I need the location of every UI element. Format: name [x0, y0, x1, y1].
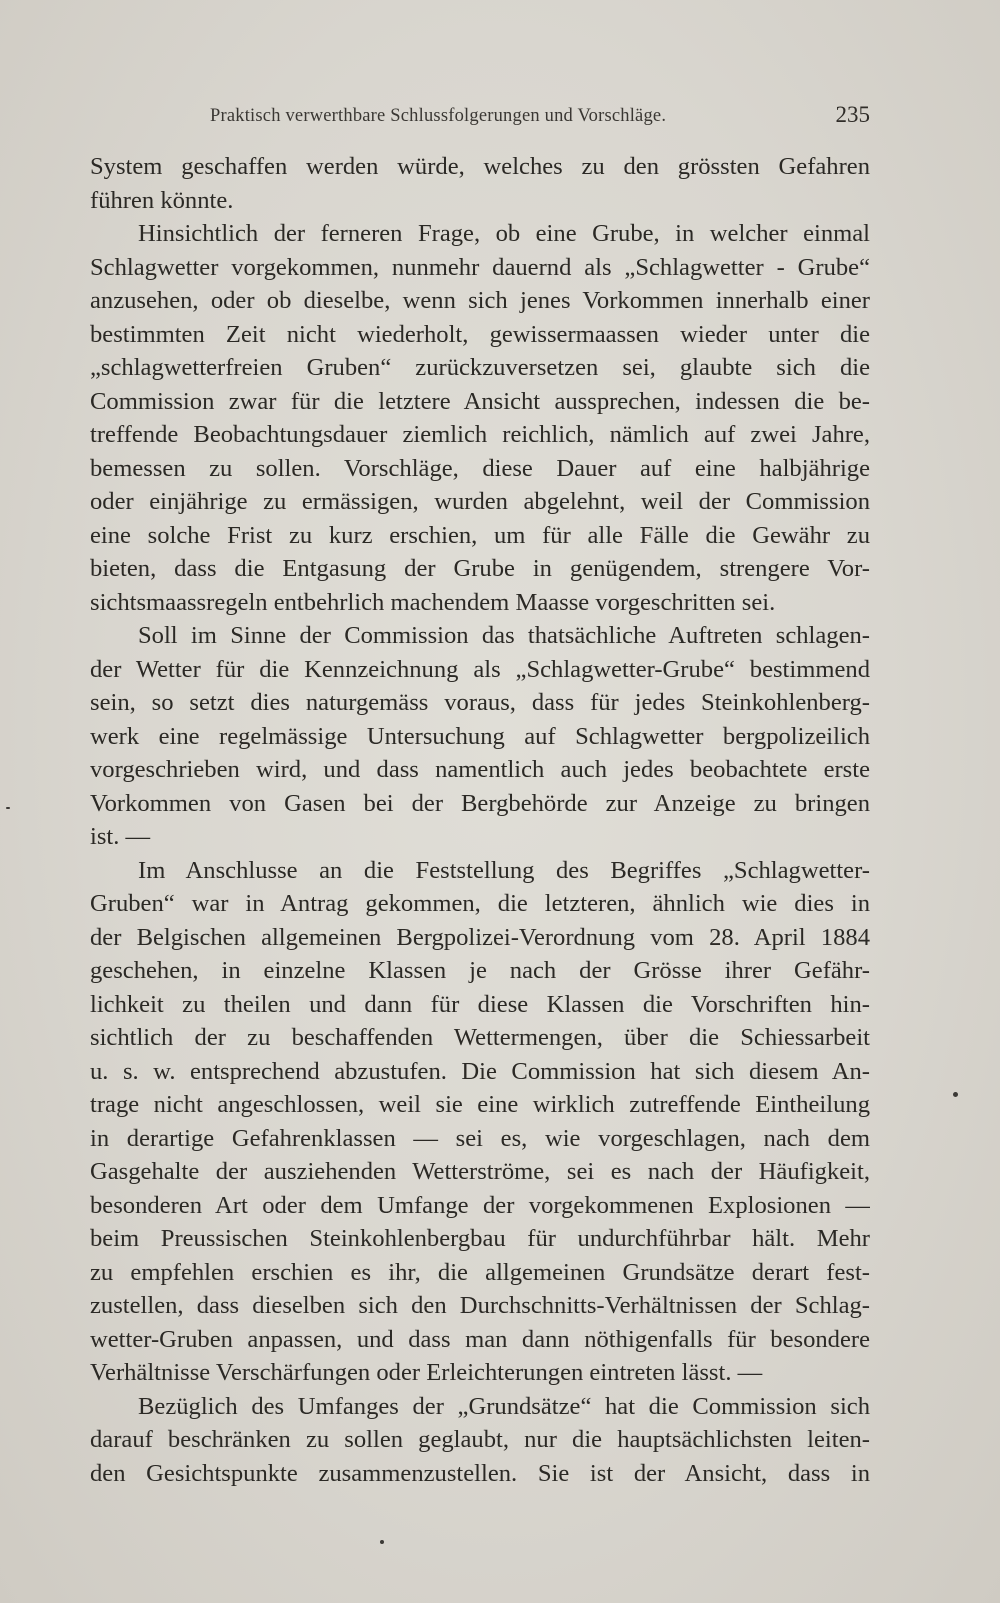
- running-header: [90, 100, 870, 136]
- text-line: wetter-Gruben anpassen, und dass man dann nöthigenfalls für besondere: [90, 1325, 870, 1353]
- text-line: vorgeschrieben wird, und dass namentlich auch jedes beobachtete erste: [90, 756, 870, 783]
- text-line: Schlagwetter vorgekommen, nunmehr dauernd als „Schlagwetter - Grube“: [90, 253, 870, 281]
- text-line: eine solche Frist zu kurz erschien, um für alle Fälle die Gewähr zu: [90, 521, 870, 549]
- text-line: beim Preussischen Steinkohlenbergbau für undurchführbar hält. Mehr: [90, 1225, 870, 1252]
- text-line: zustellen, dass dieselben sich den Durchschnitts-Verhältnissen der Schlag-: [90, 1292, 870, 1319]
- text-line: sichtsmaassregeln entbehrlich machendem Maasse vorgeschritten sei.: [90, 588, 776, 616]
- text-line: bemessen zu sollen. Vorschläge, diese Dauer auf eine halbjährige: [90, 454, 870, 482]
- text-line: werk eine regelmässige Untersuchung auf Schlagwetter bergpolizeilich: [90, 722, 870, 750]
- text-line: lichkeit zu theilen und dann für diese Klassen die Vorschriften hin-: [90, 990, 870, 1018]
- text-line: der Belgischen allgemeinen Bergpolizei-Verordnung vom 28. April 1884: [90, 923, 870, 951]
- text-line: trage nicht angeschlossen, weil sie eine wirklich zutreffende Eintheilung: [90, 1091, 870, 1118]
- text-line: Im Anschlusse an die Feststellung des Begriffes „Schlagwetter-: [138, 856, 870, 884]
- text-line: Commission zwar für die letztere Ansicht aussprechen, indessen die be-: [90, 387, 870, 415]
- text-line: darauf beschränken zu sollen geglaubt, nur die hauptsächlichsten leiten-: [90, 1426, 870, 1453]
- text-line: zu empfehlen erschien es ihr, die allgemeinen Grundsätze derart fest-: [90, 1258, 870, 1286]
- body-text: [90, 150, 870, 1490]
- text-line: bestimmten Zeit nicht wiederholt, gewissermaassen wieder unter die: [90, 320, 870, 348]
- scan-speck: [6, 807, 10, 809]
- text-line: System geschaffen werden würde, welches zu den grössten Gefahren: [90, 153, 870, 180]
- page-number: 235: [835, 102, 870, 127]
- text-line: ist. —: [90, 823, 151, 850]
- text-line: Hinsichtlich der ferneren Frage, ob eine Grube, in welcher einmal: [138, 220, 870, 247]
- text-line: Verhältnisse Verschärfungen oder Erleichterungen eintreten lässt. —: [90, 1359, 763, 1386]
- text-line: Soll im Sinne der Commission das thatsächliche Auftreten schlagen-: [138, 622, 870, 649]
- text-line: „schlagwetterfreien Gruben“ zurückzuversetzen sei, glaubte sich die: [90, 354, 870, 381]
- text-line: besonderen Art oder dem Umfange der vorgekommenen Explosionen —: [90, 1191, 870, 1219]
- text-line: oder einjährige zu ermässigen, wurden abgelehnt, weil der Commission: [90, 488, 870, 515]
- text-line: anzusehen, oder ob dieselbe, wenn sich jenes Vorkommen innerhalb einer: [90, 287, 870, 314]
- text-line: Vorkommen von Gasen bei der Bergbehörde zur Anzeige zu bringen: [90, 789, 870, 817]
- text-line: sein, so setzt dies naturgemäss voraus, dass für jedes Steinkohlenberg-: [90, 689, 870, 716]
- text-line: in derartige Gefahrenklassen — sei es, wie vorgeschlagen, nach dem: [90, 1124, 870, 1152]
- running-title: Praktisch verwerthbare Schlussfolgerungen und Vorschläge.: [210, 106, 667, 126]
- text-line: treffende Beobachtungsdauer ziemlich reichlich, nämlich auf zwei Jahre,: [90, 421, 870, 448]
- scan-speck: [380, 1540, 384, 1544]
- text-line: sichtlich der zu beschaffenden Wettermengen, über die Schiessarbeit: [90, 1024, 870, 1051]
- text-line: den Gesichtspunkte zusammenzustellen. Sie ist der Ansicht, dass in: [90, 1459, 870, 1487]
- text-line: geschehen, in einzelne Klassen je nach der Grösse ihrer Gefähr-: [90, 957, 870, 984]
- scan-speck: [953, 1092, 958, 1097]
- text-line: der Wetter für die Kennzeichnung als „Schlagwetter-Grube“ bestimmend: [90, 655, 870, 683]
- text-line: Gruben“ war in Antrag gekommen, die letzteren, ähnlich wie dies in: [90, 890, 870, 917]
- text-line: Bezüglich des Umfanges der „Grundsätze“ hat die Commission sich: [138, 1392, 870, 1420]
- text-line: bieten, dass die Entgasung der Grube in genügendem, strengere Vor-: [90, 555, 870, 582]
- text-line: führen könnte.: [90, 186, 234, 214]
- text-line: u. s. w. entsprechend abzustufen. Die Commission hat sich diesem An-: [90, 1057, 870, 1085]
- text-line: Gasgehalte der ausziehenden Wetterströme, sei es nach der Häufigkeit,: [90, 1158, 870, 1185]
